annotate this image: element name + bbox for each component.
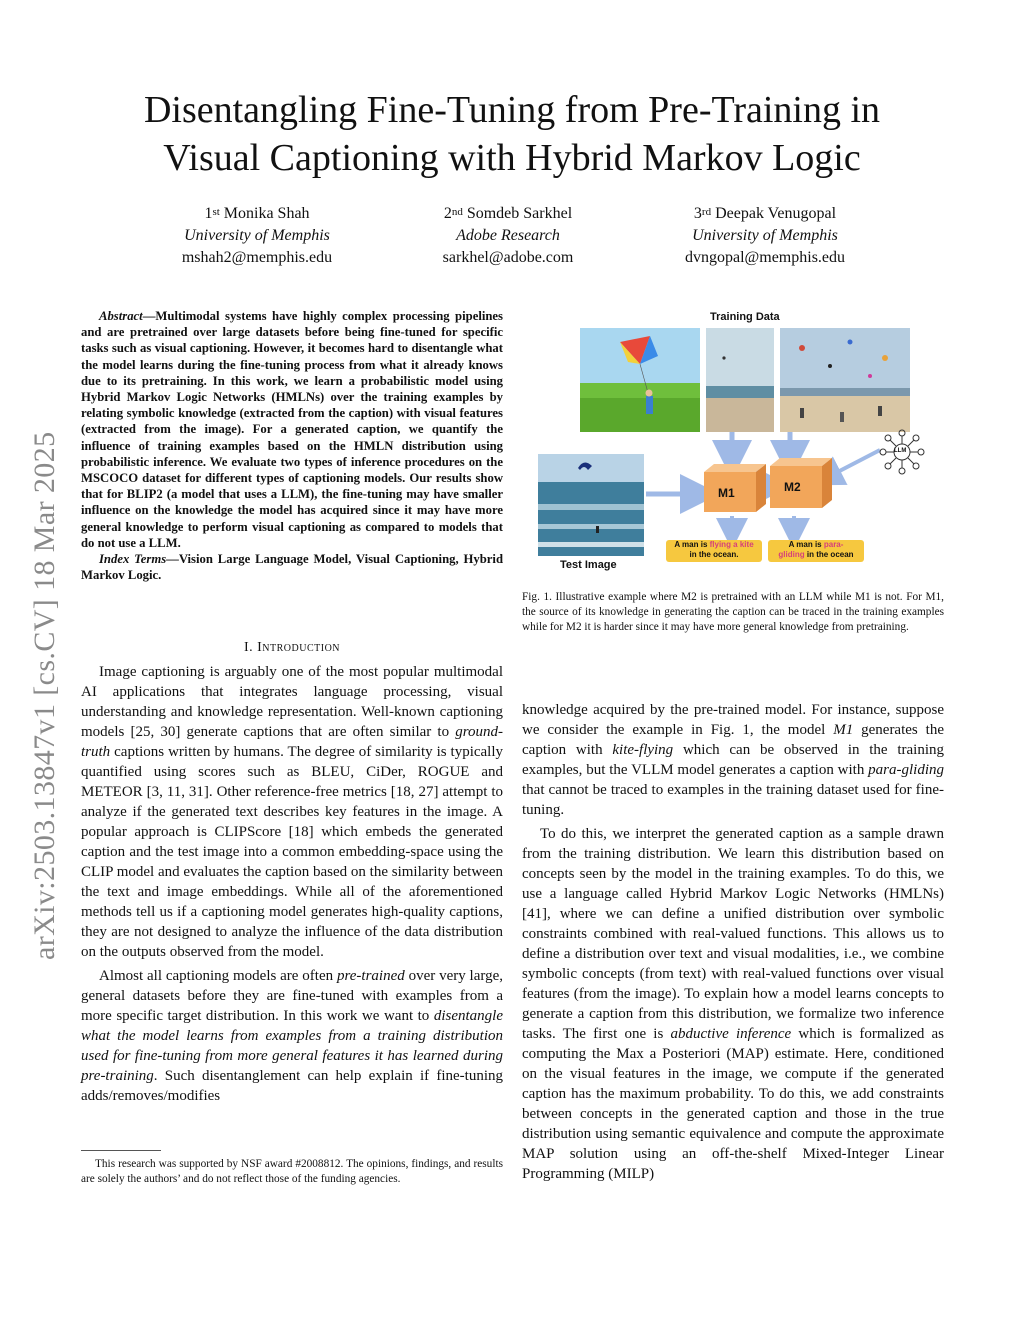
author-name: Deepak Venugopal <box>715 205 837 222</box>
footnote: This research was supported by NSF award #2008812. The opinions, findings, and results are solely the authors’ and do not reflect those of the funding agencies. <box>81 1158 503 1185</box>
section-number: I. <box>243 640 254 655</box>
author-email: dvngopal@memphis.edu <box>684 249 846 266</box>
abstract-lead: Abstract <box>99 309 143 323</box>
caption-box-m2: A man is para- gliding in the ocean <box>768 540 864 562</box>
title-line-1: Disentangling Fine-Tuning from Pre-Training in <box>143 89 881 131</box>
author-name: Somdeb Sarkhel <box>466 205 573 222</box>
figure-1 <box>536 308 946 578</box>
paper-title <box>80 86 944 182</box>
author-number: 1 <box>204 205 213 222</box>
author-ordinal: nd <box>451 206 463 218</box>
paragraph: knowledge acquired by the pre-trained model. For instance, suppose we consider the example in Fig. 1, the model M1 generates the caption with kite-flying which can be observed in the training examples, but the VLLM model generates a caption with para-gliding that cannot be traced to examples in the training dataset used for fine-tuning. <box>522 702 945 818</box>
index-terms-text: —Vision Large Language Model, Visual Captioning, Hybrid Markov Logic. <box>81 552 503 583</box>
author-number: 3 <box>693 205 702 222</box>
author-email: mshah2@memphis.edu <box>181 249 333 266</box>
author-block-3 <box>635 203 895 269</box>
author-number: 2 <box>443 205 452 222</box>
arxiv-identifier: arXiv:2503.13847v1 [cs.CV] 18 Mar 2025 <box>28 431 61 960</box>
llm-icon: LLM <box>894 448 907 454</box>
section-title: Introduction <box>257 640 341 655</box>
section-heading <box>81 640 503 656</box>
caption-box-m1: A man is flying a kite in the ocean. <box>666 540 762 562</box>
paragraph: Almost all captioning models are often pre-trained over very large, general datasets before they are fine-tuned with examples from a more specific target distribution. In this work we want to disentangle what the model learns from examples from a training distribution used for fine-tuning from more general features it has learned during pre-training. Such disentanglement can help explain if fine-tuning adds/removes/modifies <box>81 968 504 1104</box>
paragraph: Image captioning is arguably one of the most popular multimodal AI applications that integrates language processing, visual understanding and knowledge representation. Well-known captioning models [25, 30] generate captions that are often similar to ground-truth captions written by humans. The degree of similarity is typically quantified using scores such as BLEU, CiDer, ROGUE and METEOR [3, 11, 31]. Other reference-free metrics [18, 27] attempt to analyze if the generated text describes key features in the image. A popular approach is CLIPScore [18] which embeds the generated caption and the test image into a common embedding-space using the CLIP model and evaluates the caption based on the similarity between the text and image embeddings. While all of the aforementioned methods tell us if a captioning model generates high-quality captions, they are not designed to analyze the influence of the data distribution on the outputs observed from the model. <box>81 664 504 960</box>
abstract-text: —Multimodal systems have highly complex processing pipelines and are pretrained over large datasets before being fine-tuned for specific tasks such as visual captioning. However, it becomes hard to disentangle what the model learns during the fine-tuning process from what it already knows due to its pretraining. In this work, we learn a probabilistic model using Hybrid Markov Logic Networks (HMLNs) over the training examples by relating symbolic knowledge (extracted from the caption) with visual features (extracted from the image). For a generated caption, we quantify the influence of training examples based on the HMLN distribution using probabilistic inference. We evaluate two types of inference procedures on the MSCOCO dataset for different types of captioning models. Our results show that for BLIP2 (a model that uses a LLM), the fine-tuning may have smaller influence on the knowledge the model has acquired since it may have more general knowledge to perform visual captioning as compared to models that do not use a LLM. <box>81 309 503 550</box>
author-ordinal: st <box>212 206 220 218</box>
paragraph: To do this, we interpret the generated caption as a sample drawn from the training distribution. We learn this distribution based on concepts seen by the model in the training examples. To do this, we use a language called Hybrid Markov Logic Networks (HMLNs) [41], where we can define a unified distribution over symbolic constraints combined with real-valued functions. This allows us to define a distribution over text and visual modalities, i.e., we combine symbolic concepts (from text) with real-valued functions over visual features (from the image). To explain how a model learns concepts to generate a caption from this distribution, we formalize two inference tasks. The first one is abductive inference which is formalized as computing the Max a Posteriori (MAP) estimate. Here, conditioned on the visual features in the image, we compute if the generated caption has the maximum probability. To do this, we add constraints between concepts in the generated caption and those in the true distribution using semantic equivalence and compute the approximate MAP solution using an off-the-shelf Mixed-Integer Linear Programming (MILP) <box>522 826 945 1182</box>
author-affiliation: Adobe Research <box>456 227 560 244</box>
m1-label: M1 <box>718 486 735 500</box>
test-image-label: Test Image <box>560 559 617 571</box>
training-data-label: Training Data <box>710 311 780 323</box>
index-terms-lead: Index Terms <box>99 552 167 567</box>
author-email: sarkhel@adobe.com <box>442 249 574 266</box>
m2-label: M2 <box>784 480 801 494</box>
figure-caption: Fig. 1. Illustrative example where M2 is pretrained with an LLM while M1 is not. For M1, the source of its knowledge in generating the caption can be traced in the training examples while for M2 it is harder since it may have more general knowledge from pretraining. <box>522 591 944 633</box>
author-affiliation: University of Memphis <box>184 227 330 244</box>
author-block-2 <box>378 203 638 269</box>
figure-diagram <box>536 308 946 578</box>
left-column-body <box>81 662 503 1110</box>
title-line-2: Visual Captioning with Hybrid Markov Logic <box>163 137 861 179</box>
author-affiliation: University of Memphis <box>692 227 838 244</box>
author-ordinal: rd <box>701 206 712 218</box>
author-block-1 <box>127 203 387 269</box>
abstract <box>81 308 503 583</box>
right-column-body <box>522 700 944 1188</box>
footnote-rule <box>81 1150 161 1151</box>
author-name: Monika Shah <box>223 205 310 222</box>
